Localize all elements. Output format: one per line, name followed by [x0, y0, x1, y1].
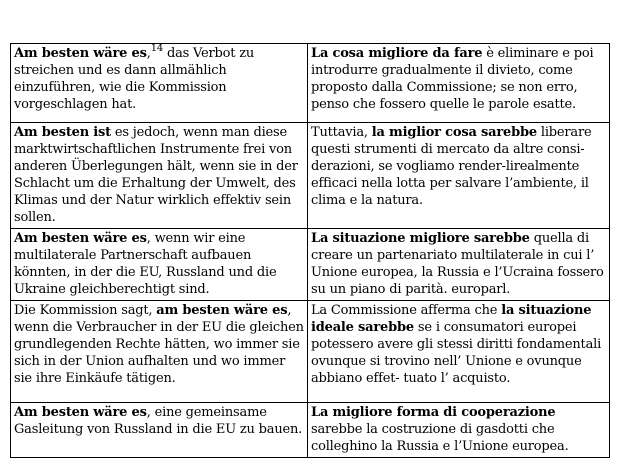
table-row: [11, 123, 610, 229]
cell-text: das Verbot zu streichen und es dann allmählich einzuführen, wie die Kommission vorgeschlagen hat.: [14, 46, 255, 112]
table-row: [11, 403, 610, 458]
german-cell: [11, 123, 308, 229]
cell-text: La Commissione afferma che: [311, 303, 502, 318]
parallel-corpus-table: [10, 43, 610, 458]
cell-text: quella di creare un partenariato multilaterale in cui l’ Unione europea, la Russia e l’Ucraina fossero su un piano di parità. europarl.: [311, 231, 604, 297]
table-row: [11, 44, 610, 123]
italian-cell: [308, 301, 610, 403]
highlight-phrase: la miglior cosa sarebbe: [371, 125, 537, 140]
highlight-phrase: La cosa migliore da fare: [311, 46, 483, 61]
cell-text: , wenn die Verbraucher in der EU die gleichen grundlegenden Rechte hätten, wo immer sie sich in der Union aufhalten und wo immer sie ihre Einkäufe tätigen.: [14, 303, 304, 386]
table-row: [11, 229, 610, 301]
cell-text: ,: [146, 46, 151, 61]
highlight-phrase: am besten wäre es: [156, 303, 288, 318]
highlight-phrase: Am besten ist: [14, 125, 111, 140]
german-cell: [11, 229, 308, 301]
cell-text: es jedoch, wenn man diese marktwirtschaftlichen Instrumente frei von anderen Überlegungen hält, wenn sie in der Schlacht um die Erhaltung der Umwelt, des Klimas und der Natur wirklich effektiv sein sollen.: [14, 125, 298, 225]
highlight-phrase: Am besten wäre es: [14, 405, 147, 420]
table-row: [11, 301, 610, 403]
highlight-phrase: la situazione ideale sarebbe: [311, 303, 592, 335]
german-cell: [11, 403, 308, 458]
highlight-phrase: La migliore forma di cooperazione: [311, 405, 556, 420]
footnote-marker: 14: [150, 43, 164, 54]
cell-text: liberare questi strumenti di mercato da altre consi- derazioni, se vogliamo render-lirealmente efficaci nella lotta per salvare l’ambiente, il clima e la natura.: [311, 125, 592, 208]
german-cell: [11, 44, 308, 123]
highlight-phrase: La situazione migliore sarebbe: [311, 231, 530, 246]
cell-text: , eine gemeinsame Gasleitung von Russland in die EU zu bauen.: [14, 405, 303, 437]
cell-text: se i consumatori europei potessero avere gli stessi diritti fondamentali ovunque si trovino nell’ Unione e ovunque abbiano effet- tuato l’ acquisto.: [311, 320, 602, 386]
italian-cell: [308, 123, 610, 229]
cell-text: Die Kommission sagt,: [14, 303, 157, 318]
cell-text: Tuttavia,: [311, 125, 372, 140]
italian-cell: [308, 44, 610, 123]
german-cell: [11, 301, 308, 403]
highlight-phrase: Am besten wäre es: [14, 231, 147, 246]
cell-text: , wenn wir eine multilaterale Partnerschaft aufbauen könnten, in der die EU, Russland und die Ukraine gleichberechtigt sind.: [14, 231, 277, 297]
italian-cell: [308, 403, 610, 458]
highlight-phrase: Am besten wäre es: [14, 46, 147, 61]
cell-text: sarebbe la costruzione di gasdotti che colleghino la Russia e l’Unione europea.: [311, 422, 569, 454]
italian-cell: [308, 229, 610, 301]
cell-text: è eliminare e poi introdurre gradualmente il divieto, come proposto dalla Commissione; se non erro, penso che fossero quelle le parole esatte.: [311, 46, 594, 112]
